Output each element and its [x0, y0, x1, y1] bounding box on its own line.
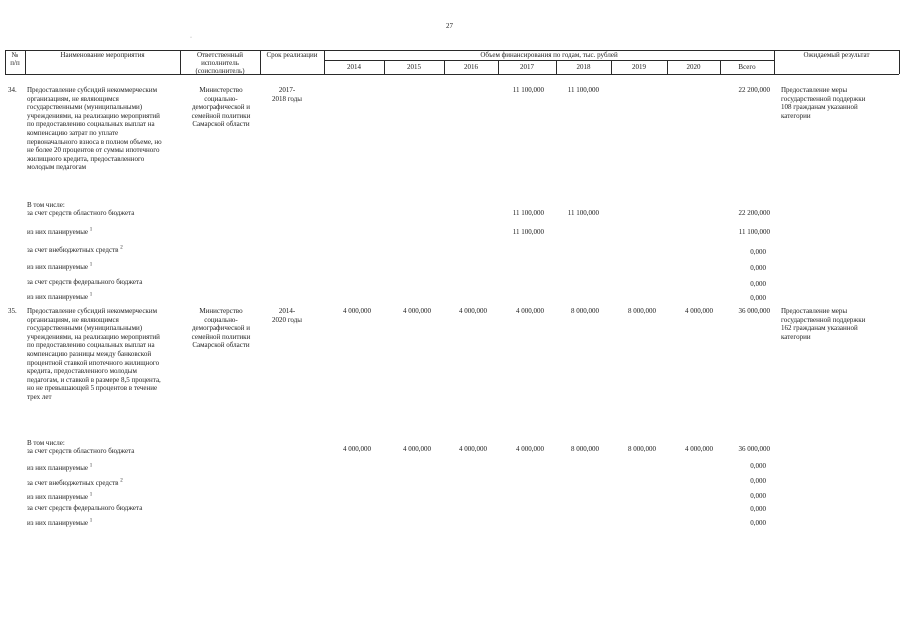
- subrow-total: 36 000,000: [738, 445, 770, 453]
- entry-value: 8 000,000: [571, 307, 599, 315]
- subrow-value: 4 000,000: [343, 445, 371, 453]
- table-header: [0, 0, 905, 80]
- entry-value: 4 000,000: [403, 307, 431, 315]
- entry-number: 35.: [8, 307, 17, 315]
- footnote-mark: 1: [89, 518, 93, 524]
- subrow-value: 8 000,000: [628, 445, 656, 453]
- entry-executor: Министерство социально- демографической и семейной политики Самарской области: [191, 86, 251, 129]
- subrow-label: за счет средств областного бюджета: [27, 209, 135, 217]
- header-executor: Ответственный исполнитель (соисполнитель): [195, 51, 245, 75]
- subrow-label: за счет средств федерального бюджета: [27, 504, 143, 512]
- including-label: В том числе:: [27, 201, 65, 209]
- header-result: Ожидаемый результат: [803, 51, 870, 59]
- subrow-total: 0,000: [750, 248, 766, 256]
- subrow-total: 0,000: [750, 280, 766, 288]
- subrow-value: 8 000,000: [571, 445, 599, 453]
- entry-result: Предоставление меры государственной поддержки 162 гражданам указанной категории: [781, 307, 866, 341]
- entry-term: 2017- 2018 годы: [271, 86, 302, 103]
- header-year: 2015: [407, 63, 421, 71]
- entry-name: Предоставление субсидий некоммерческим организациям, не являющимся государственными (муниципальными) учреждениями, на реализацию мероприятий по предоставлению социальных выплат на компенсацию затрат по уплате первоначального взноса в полном объеме, но не более 20 процентов от суммы ипотечного жилищного кредита, предоставленного молодым педагогам: [27, 86, 162, 172]
- entry-value: 4 000,000: [516, 307, 544, 315]
- scan-mark: ·: [190, 35, 192, 41]
- entry-value: 4 000,000: [343, 307, 371, 315]
- entry-number: 34.: [8, 86, 17, 94]
- header-year: 2014: [347, 63, 361, 71]
- entry-value: 11 100,000: [567, 86, 599, 94]
- subrow-total: 0,000: [750, 477, 766, 485]
- header-bottom-rule: [5, 74, 899, 75]
- header-year: 2016: [464, 63, 478, 71]
- entry-total: 36 000,000: [738, 307, 770, 315]
- header-year: 2017: [520, 63, 534, 71]
- subrow-total: 22 200,000: [738, 209, 770, 217]
- subrow-label: за счет внебюджетных средств $^2$: [27, 245, 123, 254]
- subrow-value: 4 000,000: [403, 445, 431, 453]
- header-vrule: [899, 50, 900, 74]
- subrow-total: 0,000: [750, 505, 766, 513]
- entry-name: Предоставление субсидий некоммерческим организациям, не являющимся государственными (муниципальными) учреждениями, на реализацию мероприятий по предоставлению социальных выплат на компенсацию разницы между банковской процентной ставкой ипотечного жилищного кредита, предоставленного молодым педагогам, и ставкой в размере 8,5 процента, но не превышающей 5 процентов в течение трех лет: [27, 307, 161, 401]
- entry-result: Предоставление меры государственной поддержки 108 гражданам указанной категории: [781, 86, 866, 120]
- entry-value: 4 000,000: [459, 307, 487, 315]
- subrow-value: 11 100,000: [567, 209, 599, 217]
- subrow-label: из них планируемые $^1$: [27, 518, 93, 527]
- subrow-total: 11 100,000: [738, 228, 770, 236]
- subrow-label: за счет средств областного бюджета: [27, 447, 135, 455]
- header-year: 2020: [686, 63, 701, 71]
- header-name: Наименование мероприятия: [60, 51, 145, 59]
- footnote-mark: 1: [89, 227, 93, 233]
- including-label: В том числе:: [27, 439, 65, 447]
- footnote-mark: 1: [89, 292, 93, 298]
- subrow-label: за счет средств федерального бюджета: [27, 278, 143, 286]
- header-financing: Объем финансирования по годам, тыс. рублей: [480, 51, 618, 59]
- subrow-label: из них планируемые $^1$: [27, 463, 93, 472]
- header-year-total: Всего: [738, 63, 756, 71]
- subrow-total: 0,000: [750, 492, 766, 500]
- header-year: 2019: [632, 63, 646, 71]
- entry-total: 22 200,000: [738, 86, 770, 94]
- entry-term: 2014- 2020 годы: [271, 307, 302, 324]
- subrow-label: из них планируемые $^1$: [27, 262, 93, 271]
- subrow-value: 4 000,000: [685, 445, 713, 453]
- subrow-total: 0,000: [750, 264, 766, 272]
- header-term: Срок реализации: [266, 51, 318, 59]
- header-year: 2018: [576, 63, 591, 71]
- footnote-mark: 1: [89, 492, 93, 498]
- subrow-label: из них планируемые $^1$: [27, 492, 93, 501]
- footnote-mark: 2: [120, 245, 123, 251]
- header-sub-rule: [324, 60, 774, 61]
- entry-value: 8 000,000: [628, 307, 656, 315]
- subrow-label: за счет внебюджетных средств $^2$: [27, 478, 123, 487]
- header-num: № п/п: [10, 51, 20, 67]
- entry-value: 4 000,000: [685, 307, 713, 315]
- subrow-value: 4 000,000: [459, 445, 487, 453]
- subrow-label: из них планируемые $^1$: [27, 292, 93, 301]
- footnote-mark: 1: [89, 463, 93, 469]
- entry-value: 11 100,000: [512, 86, 544, 94]
- footnote-mark: 2: [120, 478, 123, 484]
- subrow-total: 0,000: [750, 519, 766, 527]
- subrow-label: из них планируемые $^1$: [27, 227, 93, 236]
- subrow-value: 11 100,000: [512, 209, 544, 217]
- subrow-total: 0,000: [750, 294, 766, 302]
- footnote-mark: 1: [89, 262, 93, 268]
- entry-executor: Министерство социально- демографической и семейной политики Самарской области: [191, 307, 251, 350]
- page-number: 27: [446, 22, 453, 30]
- subrow-total: 0,000: [750, 462, 766, 470]
- subrow-value: 11 100,000: [512, 228, 544, 236]
- subrow-value: 4 000,000: [516, 445, 544, 453]
